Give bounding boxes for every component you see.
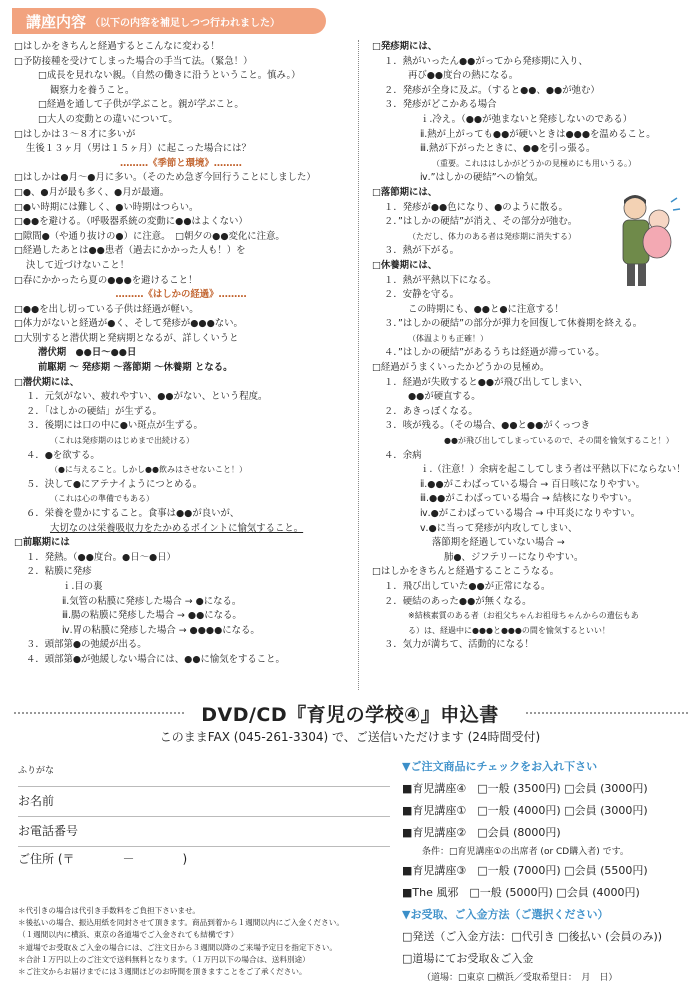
content-line: □●い時期には難しく、●い時期はつらい。 <box>14 201 199 213</box>
content-line: ※結核素質のある者（お祖父ちゃんお祖母ちゃんからの遺伝もあ <box>408 611 639 621</box>
content-line: ⅲ.●●がこわばっている場合 → 結核になりやすい。 <box>420 493 638 505</box>
content-line: ⅱ.熱が上がっても●●が硬いときは●●●を温めること。 <box>420 128 656 140</box>
content-line: ３．気力が満ちて、活動的になる！ <box>384 639 534 651</box>
product-option[interactable]: ■育児講座② □会員 (8000円) <box>402 826 561 839</box>
note-line: ＊合計１万円以上のご注文で送料無料となります。（１万円以下の場合は、送料別途） <box>18 954 310 964</box>
content-line: □前駆期には <box>14 537 70 549</box>
content-line: ⅱ.気管の粘膜に発疹した場合 → ●になる。 <box>62 595 242 607</box>
content-line: １．発疹が●●色になり、●のように散る。 <box>384 201 568 213</box>
content-line: ３．”はしかの硬結”の部分が弾力を回復して休養期を終える。 <box>384 318 643 330</box>
content-line: □成長を見れない親。（自然の働きに沿うということ。慎み。） <box>38 70 301 82</box>
content-line: □●、●月が最も多く、●月が最適。 <box>14 186 170 198</box>
order-form-title <box>0 700 700 727</box>
phone-field[interactable] <box>18 822 390 847</box>
content-line: □発疹期には、 <box>372 41 438 52</box>
content-line: １．飛び出していた●●が正常になる。 <box>384 580 551 592</box>
content-line: □大人の変動との違いについて。 <box>38 113 178 125</box>
content-line: 落節期を経過していない場合 → <box>432 537 565 549</box>
content-line: ●●が硬直する。 <box>408 391 481 403</box>
content-line: □●●を出し切っている子供は経過が軽い。 <box>14 303 199 315</box>
content-line: 潜伏期 ●●日～●●日 <box>38 347 137 359</box>
content-line: □経過したあとは●●患者（過去にかかった人も！）を <box>14 245 246 257</box>
product-option[interactable]: 条件：□育児講座①の出席者 (or CD購入者) です。 <box>422 847 629 857</box>
content-line: １．熱が平熱以下になる。 <box>384 274 497 286</box>
content-line: ２．”はしかの硬結”が消え、その部分が弛む。 <box>384 216 578 228</box>
content-line: □体力がないと経過が●く、そして発疹が●●●ない。 <box>14 318 243 330</box>
content-line: ２．硬結のあった●●が無くなる。 <box>384 595 532 607</box>
content-line: □●●を避ける。（呼吸器系統の変動に●●はよくない） <box>14 216 248 228</box>
payment-heading: ▼お受取、ご入金方法（ご選択ください） <box>402 908 609 921</box>
content-line: 再び●●度台の熱になる。 <box>408 70 519 82</box>
content-line: る）は、経過中に●●●と●●●の間を愉気するといい！ <box>408 625 610 635</box>
content-line: ３．熱が下がる。 <box>384 245 460 257</box>
title-dots-left <box>14 712 184 714</box>
furigana-field[interactable] <box>18 762 390 787</box>
address-field[interactable] <box>18 850 390 874</box>
content-line: 観察力を養うこと。 <box>50 84 135 96</box>
note-line: ＊代引きの場合は代引き手数料をご負担下さいませ。 <box>18 906 201 915</box>
content-line: ４．余病 <box>384 449 422 461</box>
content-line: □潜伏期には、 <box>14 376 80 388</box>
content-line: ２．安静を守る。 <box>384 289 460 301</box>
payment-list <box>402 926 692 986</box>
content-line: □大別すると潜伏期と発病期となるが、詳しくいうと <box>14 332 239 344</box>
content-line: （ただし、体力のある者は発疹期に消失する） <box>408 231 576 241</box>
product-option[interactable]: ■育児講座① □一般 (4000円) □会員 (3000円) <box>402 804 648 817</box>
content-line: ３．発疹がどこかある場合 <box>384 99 497 111</box>
content-line: 生後１３ヶ月（男は１５ヶ月）に起こった場合には？ <box>26 143 251 155</box>
content-line: １．発熱。（●●度台。●日～●日） <box>26 551 176 563</box>
content-line: ２．発疹が全身に及ぶ。（すると●●、●●が弛む） <box>384 84 600 96</box>
content-line: 決して近づけないこと！ <box>26 259 130 271</box>
content-line: □落節期には、 <box>372 186 438 198</box>
order-notes <box>18 905 398 978</box>
content-line: ………《はしかの経過》……… <box>115 289 247 301</box>
content-line: ４．”はしかの硬結”があるうちは経過が滞っている。 <box>384 347 605 359</box>
content-line: ２．あきっぽくなる。 <box>384 405 478 417</box>
content-line: ⅱ.●●がこわばっている場合 → 百日咳になりやすい。 <box>420 478 645 490</box>
furigana-label: ふりがな <box>18 766 55 776</box>
name-field[interactable] <box>18 792 390 817</box>
content-line: □経過を通して子供が学ぶこと。親が学ぶこと。 <box>38 99 244 111</box>
product-option[interactable]: ■育児講座④ □一般 (3500円) □会員 (3000円) <box>402 782 648 795</box>
content-line: 大切なのは栄養吸収力をたかめるポイントに愉気すること。 <box>50 522 304 534</box>
content-line: ６．栄養を豊かにすること。食事は●●が良いが、 <box>26 508 240 519</box>
content-line: ３．後期には口の中に●い斑点が生ずる。 <box>26 420 203 432</box>
content-line: □はしかをきちんと経過することこうなる。 <box>372 566 559 578</box>
payment-option[interactable]: □発送（ご入金方法：□代引き □後払い (会員のみ)) <box>402 930 663 943</box>
products-heading: ▼ご注文商品にチェックをお入れ下さい <box>402 760 598 773</box>
content-line: ｉ.（注意！）余病を起こしてしまう者は平熱以下にならない！ <box>420 464 686 476</box>
content-line: 前駆期 ～ 発疹期 ～落節期 ～休養期 となる。 <box>38 362 233 374</box>
content-line: ●●が飛び出してしまっているので、その間を愉気すること！） <box>444 436 674 446</box>
content-line: □予防接種を受けてしまった場合の手当て法。（緊急！） <box>14 55 253 67</box>
content-line: □春にかかったら夏の●●●を避けること！ <box>14 274 198 286</box>
content-line: ３．頭部第●の弛緩が出る。 <box>26 639 147 651</box>
payment-option[interactable]: （道場：□東京 □横浜／受取希望日： 月 日） <box>422 973 618 983</box>
content-line: □経過がうまくいったかどうかの見極め。 <box>372 362 550 374</box>
address-label: ご住所 (〒 － ) <box>18 852 188 866</box>
content-line: ２．粘膜に発疹 <box>26 566 92 578</box>
content-line: □はしかは●月～●月に多い。（そのため急ぎ今回行うことにしました） <box>14 172 316 184</box>
phone-label: お電話番号 <box>18 824 79 838</box>
content-line: 肺●、ジフテリーになりやすい。 <box>444 551 584 563</box>
section-header-tab <box>12 8 326 34</box>
column-divider <box>358 40 359 690</box>
content-line: ２．「はしかの硬結」が生ずる。 <box>26 405 162 417</box>
content-line: １．経過が失敗すると●●が飛び出してしまい、 <box>384 376 588 388</box>
title-dots-right <box>526 712 688 714</box>
content-line: ………《季節と環境》……… <box>120 157 242 169</box>
content-line: ⅲ.熱が下がったときに、●●を引っ張る。 <box>420 143 596 155</box>
order-title-text: DVD/CD『育児の学校④』申込書 <box>201 704 499 726</box>
content-line: １．元気がない、疲れやすい、●●がない、という程度。 <box>26 391 268 403</box>
note-line: ＊ご注文からお届けまでには３週間ほどのお時間を頂きますことをご了承ください。 <box>18 967 307 977</box>
content-line: この時期にも、●●と●に注意する！ <box>408 303 564 315</box>
content-line: ４．●を欲する。 <box>26 449 100 461</box>
content-line: ⅲ.腸の粘膜に発疹した場合 → ●●になる。 <box>62 610 242 622</box>
content-line: ⅳ.●がこわばっている場合 → 中耳炎になりやすい。 <box>420 508 641 519</box>
payment-option[interactable]: □道場にてお受取＆ご入金 <box>402 952 534 965</box>
content-line: ⅳ.”はしかの硬結”への愉気。 <box>420 172 544 184</box>
section-subtitle: （以下の内容を補足しつつ行われました） <box>90 17 281 29</box>
content-line: ｉ.冷え。（●●が弛まないと発疹しないのである） <box>420 113 633 125</box>
content-line: （体温よりも正確！） <box>408 333 488 343</box>
right-column <box>372 40 690 653</box>
content-line: （重要。これははしかがどうかの見極めにも用いうる。） <box>432 158 636 168</box>
content-line: □休養期には、 <box>372 259 438 271</box>
parent-child-illustration <box>613 190 685 290</box>
product-list <box>402 778 692 904</box>
name-label: お名前 <box>18 794 55 808</box>
left-column <box>14 40 348 668</box>
content-line: ４．頭部第●が弛緩しない場合には、●●に愉気をすること。 <box>26 653 285 665</box>
product-option[interactable]: ■The 風邪 □一般 (5000円) □会員 (4000円) <box>402 886 640 899</box>
section-title: 講座内容 <box>26 12 87 31</box>
content-line: ３．咳が残る。（その場合、●●と●●がくっつき <box>384 420 590 432</box>
content-line: □はしかは３～８才に多いが <box>14 128 136 140</box>
content-line: （これは発疹期のはじめまで出続ける） <box>50 436 194 446</box>
content-line: □隙間●（や通り抜けの●）に注意。 □朝夕の●●変化に注意。 <box>14 230 285 242</box>
content-line: ｉ.目の裏 <box>62 580 103 592</box>
note-line: ＊後払いの場合、振込用紙を同封させて頂きます。商品到着から１週間以内にご入金ください。 <box>18 918 344 928</box>
content-line: □はしかをきちんと経過するとこんなに変わる！ <box>14 41 220 52</box>
content-line: （●に与えること。しかし●●飲みはさせないこと！） <box>50 465 247 475</box>
order-options <box>402 756 692 986</box>
content-line: １．熱がいったん●●がってから発疹期に入り、 <box>384 55 588 67</box>
content-line: ⅳ.胃の粘膜に発疹した場合 → ●●●●になる。 <box>62 624 260 636</box>
note-line: （１週間以内に横浜、東京の各道場でご入金されても結構です） <box>18 930 239 940</box>
content-line: ⅴ.●に当って発疹が内攻してしまい、 <box>420 522 578 534</box>
note-line: ＊道場でお受取＆ご入金の場合には、ご注文日から３週間以降のご来場予定日を指定下さい。 <box>18 942 337 952</box>
content-line: （これは心の準備でもある） <box>50 494 154 504</box>
fax-instruction: このままFAX (045-261-3304) で、ご送信いただけます (24時間受付) <box>159 730 541 744</box>
product-option[interactable]: ■育児講座③ □一般 (7000円) □会員 (5500円) <box>402 864 648 877</box>
content-line: ５．決して●にアテナイようにつとめる。 <box>26 478 203 490</box>
